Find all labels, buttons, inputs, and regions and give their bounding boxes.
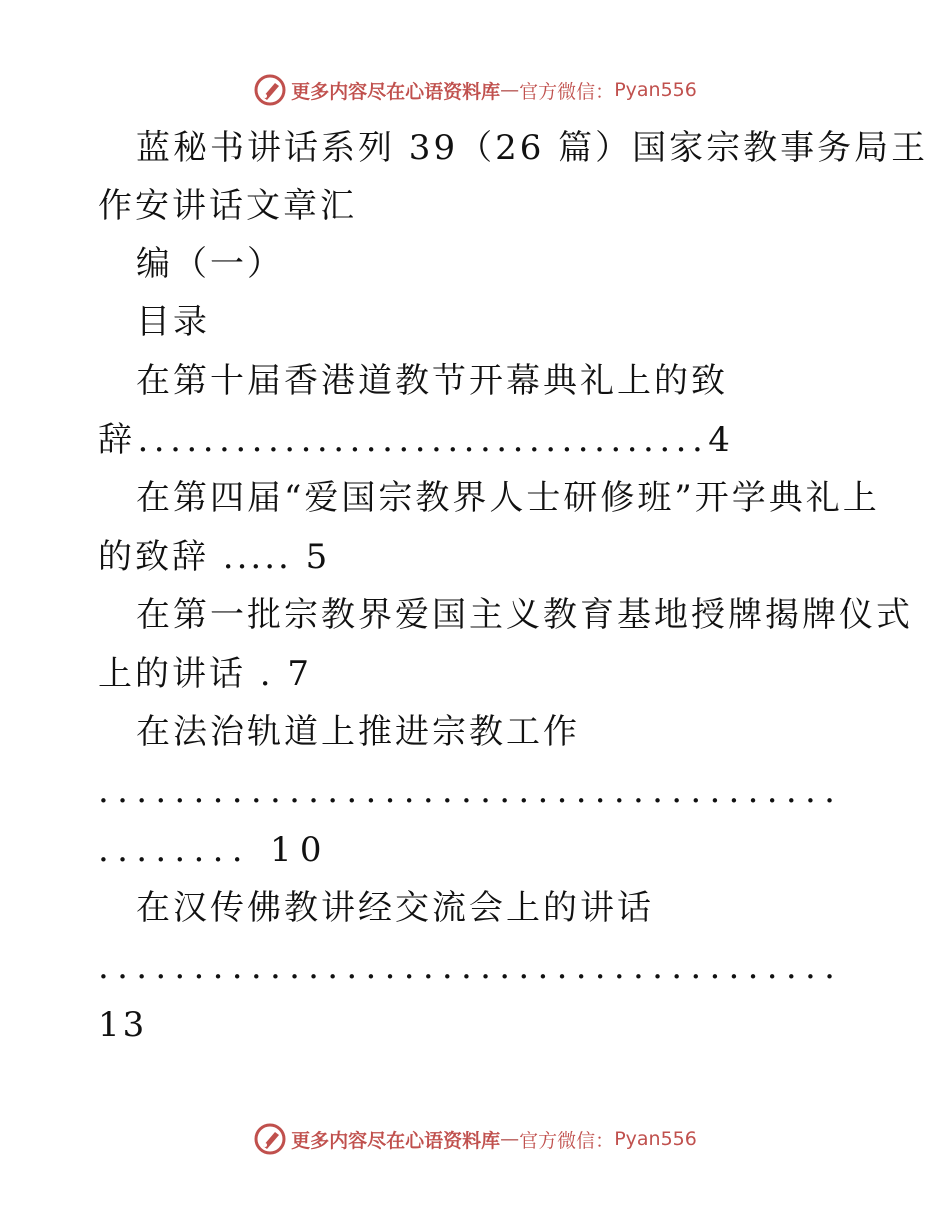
watermark-main-text: 更多内容尽在心语资料库 [291, 80, 501, 103]
toc-entry-2-title: 在第四届“爱国宗教界人士研修班”开学典礼上 [136, 478, 880, 518]
toc-entry-5-leader: ....................................... [98, 947, 844, 987]
watermark-wechat-id: Pyan556 [614, 79, 697, 101]
toc-entry-2-leader: 的致辞 ..... 5 [98, 537, 331, 577]
toc-entry-1-title: 在第十届香港道教节开幕典礼上的致 [136, 361, 728, 401]
pen-nib-logo-icon [253, 1122, 287, 1156]
watermark-wechat-label: 官方微信： [519, 80, 615, 103]
document-title-line-3: 编（一） [136, 244, 284, 284]
toc-entry-4-page: ........ 10 [98, 830, 330, 870]
toc-entry-4-title: 在法治轨道上推进宗教工作 [136, 712, 580, 752]
watermark-wechat-id: Pyan556 [614, 1128, 697, 1150]
document-title-line-1: 蓝秘书讲话系列 39（26 篇）国家宗教事务局王 [136, 128, 929, 168]
watermark-wechat-label: 官方微信： [519, 1129, 615, 1152]
document-title-line-2: 作安讲话文章汇 [98, 186, 357, 226]
watermark-dash: — [500, 79, 520, 101]
toc-entry-3-leader: 上的讲话 . 7 [98, 654, 313, 694]
toc-entry-1-leader: 辞...................................4 [98, 420, 736, 460]
toc-entry-5-page: 13 [98, 1005, 148, 1045]
watermark-footer [0, 1119, 950, 1159]
toc-entry-3-title: 在第一批宗教界爱国主义教育基地授牌揭牌仪式 [136, 595, 913, 635]
watermark-main-text: 更多内容尽在心语资料库 [291, 1129, 501, 1152]
toc-heading: 目录 [136, 302, 210, 342]
toc-entry-5-title: 在汉传佛教讲经交流会上的讲话 [136, 888, 654, 928]
watermark-dash: — [500, 1128, 520, 1150]
toc-entry-4-leader: ....................................... [98, 771, 844, 811]
